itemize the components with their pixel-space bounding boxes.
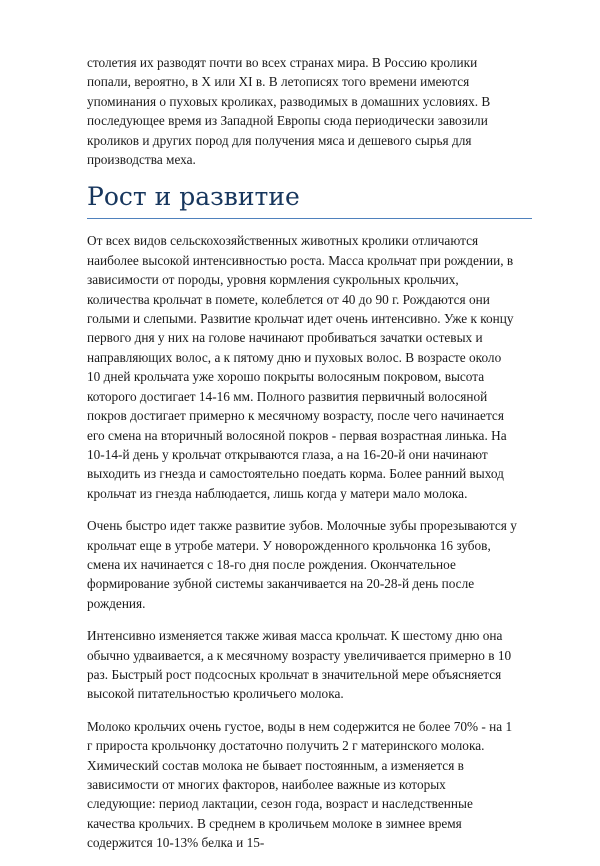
body-paragraph-growth: От всех видов сельскохозяйственных животных кролики отличаются наиболее высокой интенсивностью роста. Масса крольчат при рождении, в зависимости от породы, уровня кормления сукрольных крольчих, количества крольчат в помете, колеблется от 40 до 90 г. Рождаются они голыми и слепыми. Развитие крольчат идет очень интенсивно. Уже к концу первого дня у них на голове начинают пробиваться зачатки остевых и направляющих волос, а к пятому дню и пуховых волос. В возрасте около 10 дней крольчата уже хорошо покрыты волосяным покровом, высота которого достигает 14-16 мм. Полного развития первичный волосяной покров достигает примерно к месячному возрасту, после чего начинается его смена на вторичный волосяной покров - первая возрастная линька. На 10-14-й день у крольчат открываются глаза, а на 16-20-й они начинают выходить из гнезда и самостоятельно поедать корма. Более ранний выход крольчат из гнезда наблюдается, лишь когда у матери мало молока. [87,233,514,501]
body-paragraph-teeth: Очень быстро идет также развитие зубов. Молочные зубы прорезываются у крольчат еще в утробе матери. У новорожденного крольчонка 16 зубов, смена их начинается с 18-го дня после рождения. Окончательное формирование зубной системы заканчивается на 20-28-й день после рождения. [87,518,517,611]
intro-paragraph: столетия их разводят почти во всех странах мира. В Россию кролики попали, вероятно, в X или XI в. В летописях того времени имеются упоминания о пуховых кроликах, разводимых в домашних условиях. В последующее время из Западной Европы сюда периодически завозили кроликов и других пород для получения мяса и дешевого сырья для производства меха. [87,55,491,168]
section-heading: Рост и развитие [87,182,300,212]
body-paragraph-mass: Интенсивно изменяется также живая масса крольчат. К шестому дню она обычно удваивается, а к месячному возрасту увеличивается примерно в 10 раз. Быстрый рост подсосных крольчат в значительной мере объясняется высокой питательностью кроличьего молока. [87,628,512,702]
page-content [87,53,517,866]
body-paragraph-milk: Молоко крольчих очень густое, воды в нем содержится не более 70% - на 1 г прироста крольчонку достаточно получить 2 г материнского молока. Химический состав молока не бывает постоянным, а изменяется в зависимости от многих факторов, наиболее важные из которых следующие: период лактации, сезон года, возраст и наследственные качества крольчих. В среднем в кроличьем молоке в зимнее время содержится 10-13% белка и 15- [87,718,513,851]
section-heading-block [87,180,532,219]
